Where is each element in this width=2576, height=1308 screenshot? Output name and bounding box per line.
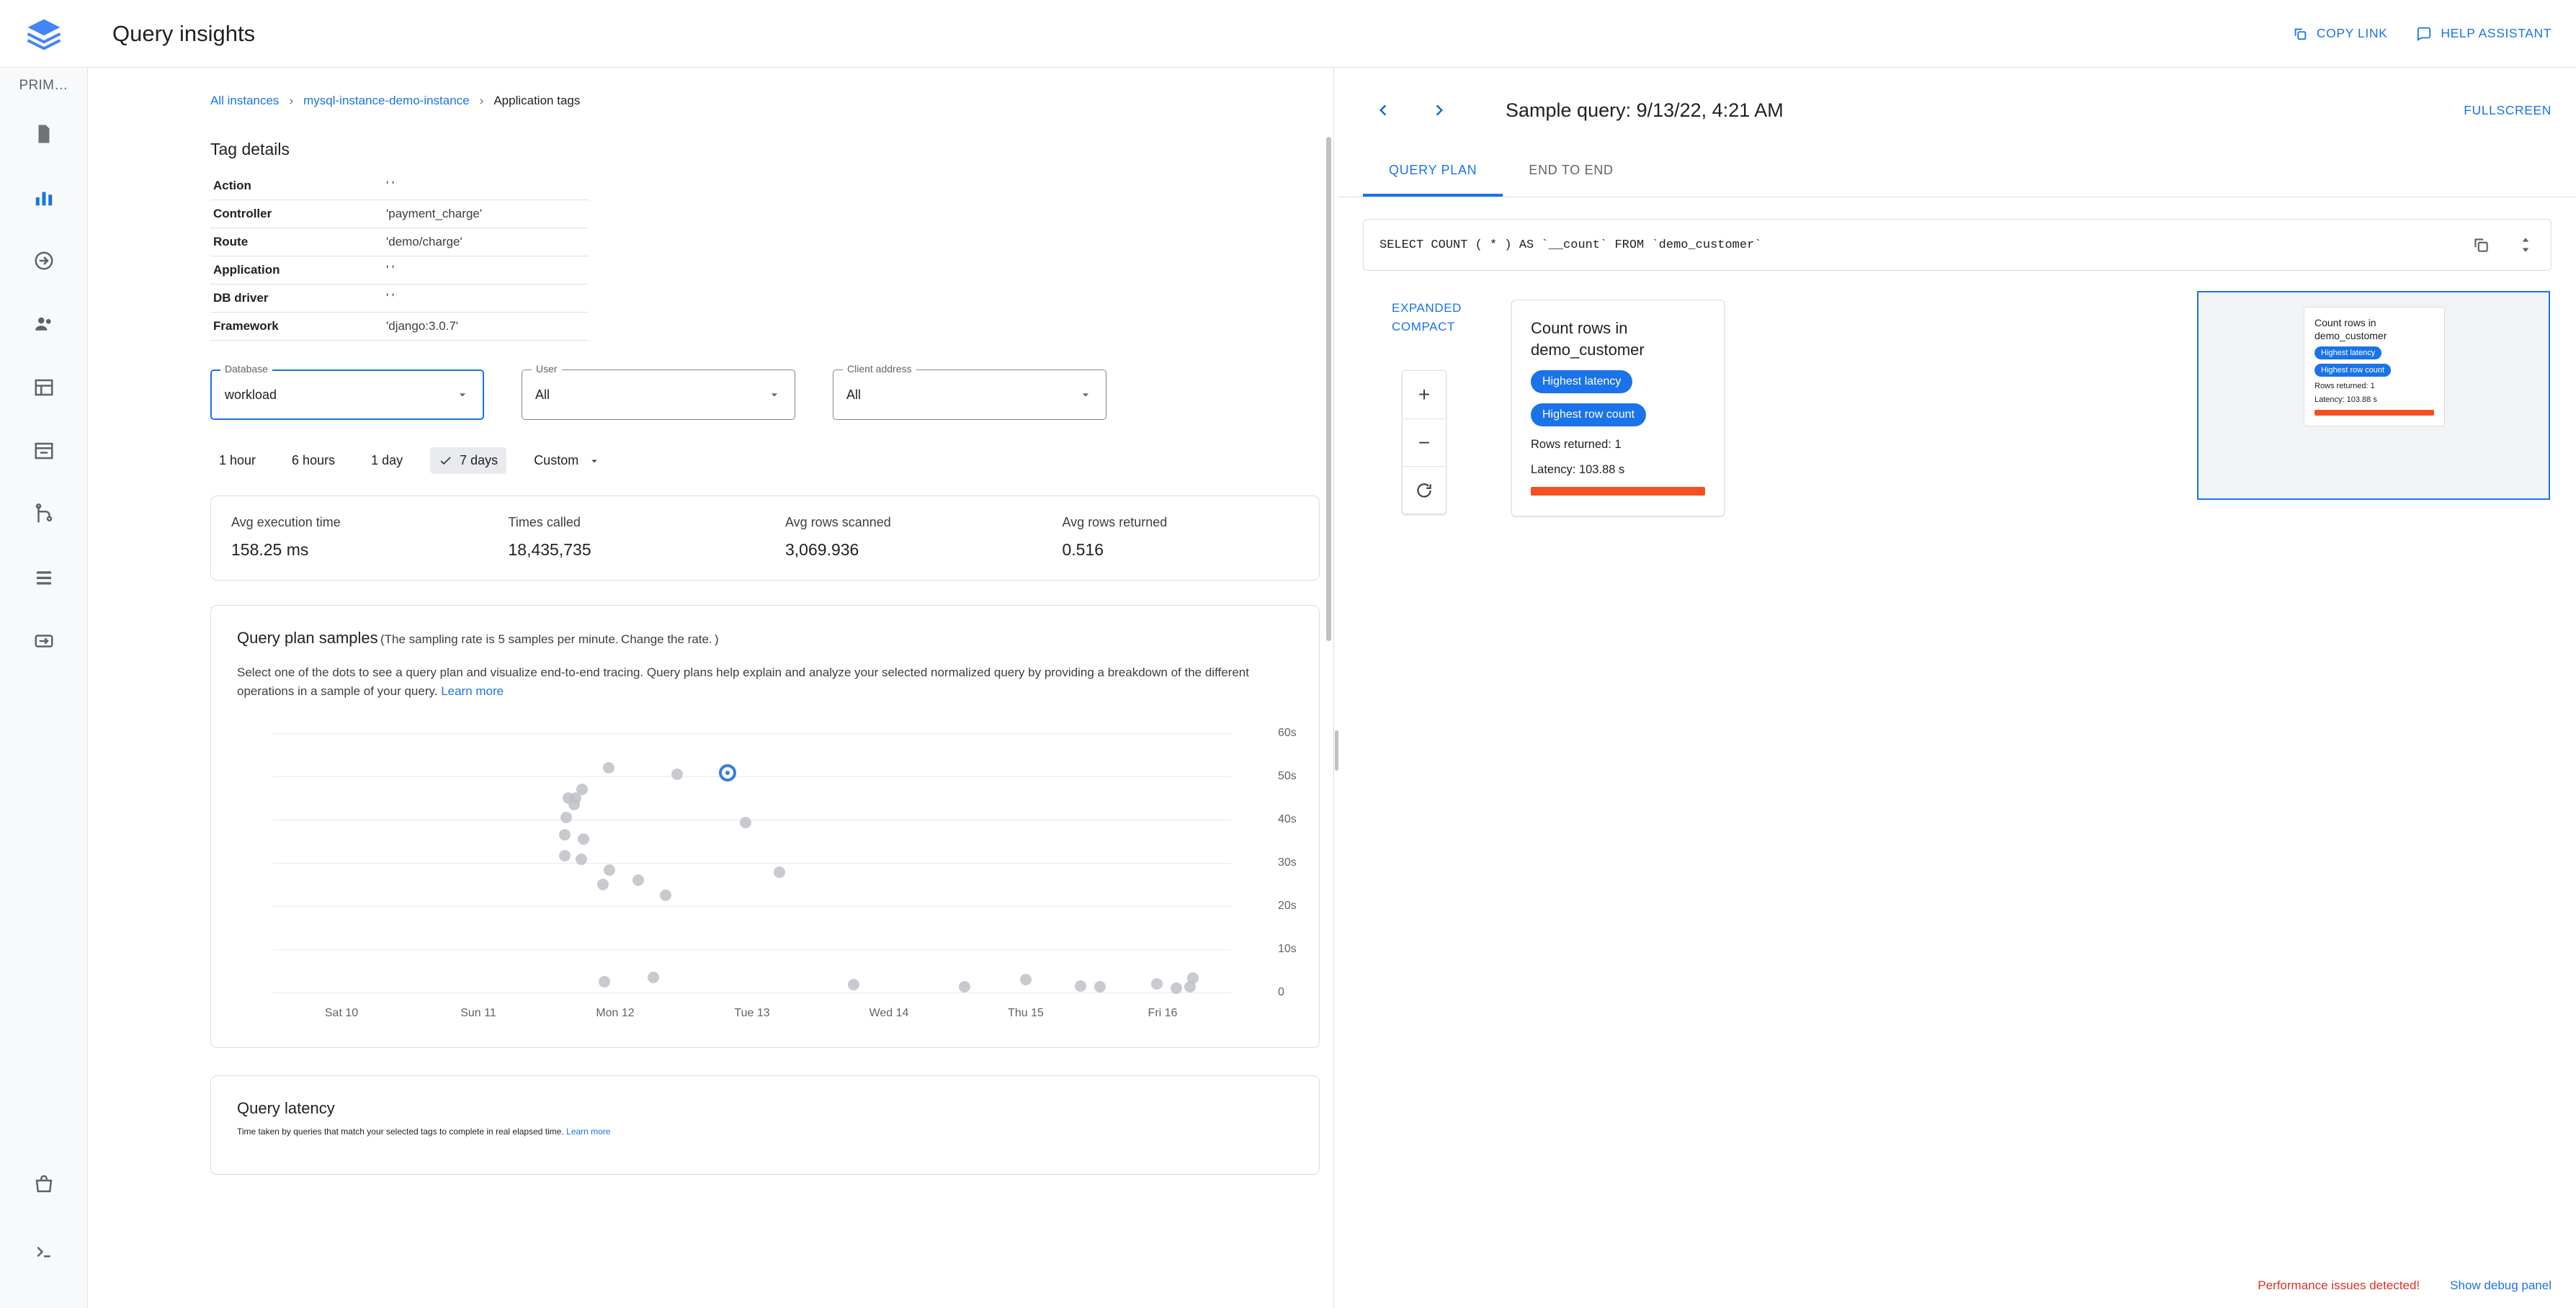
client-address-select[interactable] — [833, 369, 1106, 420]
tag-key: Application — [210, 256, 383, 285]
help-assistant-label: HELP ASSISTANT — [2441, 26, 2552, 40]
chart-point[interactable] — [599, 976, 610, 987]
status-bar — [1338, 1263, 2576, 1308]
table-row — [210, 200, 589, 228]
query-latency-card — [210, 1075, 1320, 1175]
breadcrumb-separator: › — [479, 94, 484, 107]
tab-end-to-end[interactable]: END TO END — [1529, 163, 1614, 177]
breadcrumb — [88, 68, 1333, 108]
breadcrumb-instance[interactable]: mysql-instance-demo-instance — [303, 94, 470, 107]
breadcrumb-separator: › — [289, 94, 294, 107]
chart-x-tick-label: Fri 16 — [1148, 1006, 1178, 1019]
product-logo[interactable] — [0, 0, 88, 68]
client-address-label: Client address — [843, 363, 916, 375]
filters-row — [210, 363, 1305, 420]
sidebar-item-marketplace[interactable] — [17, 1157, 71, 1211]
chart-point[interactable] — [959, 981, 970, 993]
database-value: workload — [225, 387, 277, 402]
change-rate-link[interactable]: Change the rate. — [621, 632, 712, 646]
zoom-in-button[interactable]: + — [1418, 383, 1431, 406]
query-plan-samples-description — [237, 663, 1282, 702]
minimap-latency-bar — [2315, 410, 2434, 416]
branch-icon — [33, 503, 55, 525]
chart-x-tick-label: Thu 15 — [1008, 1006, 1044, 1019]
chart-point[interactable] — [560, 812, 572, 823]
metric-avg-execution-time — [211, 496, 488, 580]
tag-value: 'payment_charge' — [383, 200, 589, 228]
query-plan-canvas[interactable] — [1363, 291, 2552, 1308]
users-icon — [33, 313, 55, 335]
sidebar-item-migrations[interactable] — [17, 614, 71, 668]
chart-point[interactable] — [1151, 978, 1163, 990]
sql-statement-bar — [1363, 219, 2552, 271]
bag-icon — [33, 1173, 55, 1195]
sidebar-item-backups[interactable] — [17, 424, 71, 478]
badge-highest-latency: Highest latency — [1531, 370, 1632, 393]
check-icon — [439, 454, 452, 467]
sampling-rate-prefix: (The sampling rate is 5 samples per minute. — [380, 632, 619, 646]
zoom-reset-button[interactable] — [1403, 466, 1446, 514]
sidebar-item-overview[interactable] — [17, 107, 71, 161]
rail-item-list — [0, 107, 87, 668]
tag-details-table — [210, 172, 589, 341]
tag-value: ' ' — [383, 256, 589, 285]
copy-link-label: COPY LINK — [2316, 26, 2388, 40]
chart-icon — [33, 187, 55, 208]
sql-actions — [2472, 236, 2535, 254]
chat-bubble-icon — [2416, 26, 2432, 42]
sidebar-item-insights[interactable] — [17, 170, 71, 225]
chevron-down-icon — [1078, 388, 1093, 402]
chevron-down-icon — [588, 454, 601, 467]
grid-icon — [33, 377, 55, 398]
chart-y-tick-label: 40s — [1278, 812, 1297, 825]
chevron-down-icon — [455, 388, 470, 402]
tag-value: ' ' — [383, 172, 589, 200]
learn-more-link[interactable]: Learn more — [441, 684, 504, 699]
chart-point[interactable] — [1184, 981, 1196, 993]
minimap-rows-returned: Rows returned: 1 — [2315, 382, 2375, 391]
sidebar-item-replicas[interactable] — [17, 487, 71, 542]
chart-point[interactable] — [568, 799, 580, 810]
query-latency-title: Query latency — [237, 1098, 335, 1117]
fullscreen-button[interactable]: FULLSCREEN — [2464, 102, 2552, 117]
user-label: User — [532, 363, 562, 375]
chart-point[interactable] — [648, 972, 659, 983]
time-range-selector — [210, 447, 1305, 474]
chart-y-tick-label: 50s — [1278, 769, 1297, 782]
chart-point[interactable] — [740, 817, 751, 828]
chart-point[interactable] — [1075, 980, 1086, 992]
table-row — [210, 256, 589, 285]
plan-node-badges — [1531, 360, 1705, 426]
query-latency-description — [237, 1126, 1293, 1137]
chart-point-selected[interactable] — [719, 764, 736, 781]
view-mode-toggle — [1392, 301, 1462, 334]
plan-node-name: Count rows in demo_customer — [1531, 319, 1645, 359]
sidebar-item-operations[interactable] — [17, 550, 71, 605]
zoom-controls — [1402, 370, 1446, 514]
top-bar — [88, 0, 2576, 68]
chart-x-tick-label: Sat 10 — [324, 1006, 359, 1019]
metric-times-called — [488, 496, 766, 580]
chart-plot-area[interactable] — [273, 726, 1297, 1019]
page-title: Query insights — [112, 20, 256, 46]
show-debug-panel-button[interactable]: Show debug panel — [2450, 1278, 2552, 1292]
metric-label: Avg rows scanned — [785, 515, 891, 529]
left-pane-scrollbar[interactable] — [1326, 137, 1331, 641]
query-plan-samples-chart[interactable] — [237, 726, 1297, 1029]
rail-bottom — [0, 1157, 87, 1308]
time-range-custom-label: Custom — [534, 453, 579, 467]
sampling-rate-suffix: ) — [715, 632, 719, 646]
chart-y-tick-label: 20s — [1278, 899, 1297, 912]
body-split — [88, 68, 2576, 1308]
query-plan-samples-title: Query plan samples — [237, 629, 378, 647]
top-bar-actions — [2292, 26, 2552, 42]
right-pane — [1338, 68, 2576, 1308]
next-sample-button[interactable] — [1419, 90, 1459, 130]
minimap-node — [2304, 307, 2445, 426]
breadcrumb-all-instances[interactable]: All instances — [210, 94, 279, 107]
metric-label: Avg execution time — [231, 515, 341, 529]
chart-point[interactable] — [604, 864, 615, 876]
tag-key: Route — [210, 228, 383, 256]
time-range-custom[interactable] — [525, 447, 609, 474]
sample-query-title: Sample query: 9/13/22, 4:21 AM — [1506, 99, 1784, 121]
chart-point[interactable] — [671, 769, 683, 780]
table-row — [210, 228, 589, 256]
expand-collapse-icon[interactable] — [2516, 236, 2535, 254]
chart-gridline — [273, 906, 1231, 907]
chart-gridline — [273, 776, 1231, 777]
badge-highest-row-count: Highest row count — [1531, 403, 1646, 426]
query-plan-samples-card — [210, 605, 1320, 1048]
tag-value: ' ' — [383, 285, 589, 313]
tag-key: Controller — [210, 200, 383, 228]
minimap-node-name: Count rows in demo_customer — [2315, 317, 2387, 342]
metric-value: 0.516 — [1062, 540, 1104, 559]
tag-key: DB driver — [210, 285, 383, 313]
left-nav-rail — [0, 0, 88, 1308]
copy-icon[interactable] — [2472, 236, 2490, 254]
user-filter — [522, 363, 795, 420]
chart-x-tick-label: Mon 12 — [596, 1006, 635, 1019]
database-select[interactable] — [210, 369, 484, 420]
metric-value: 158.25 ms — [231, 540, 309, 559]
minimap-badge-latency: Highest latency — [2315, 346, 2382, 359]
copy-link-icon — [2292, 26, 2308, 42]
time-range-6-hours[interactable]: 6 hours — [292, 453, 336, 467]
description-line-1: Select one of the dots to see a query plan and visualize end-to-end tracing. Query plans help explain and analyze your selected — [237, 666, 928, 679]
chart-gridline — [273, 733, 1231, 734]
left-content — [88, 140, 1333, 1175]
metric-avg-rows-returned — [1042, 496, 1320, 580]
cloud-shell-button[interactable] — [17, 1224, 71, 1279]
tab-query-plan[interactable]: QUERY PLAN — [1363, 144, 1503, 197]
chart-gridline — [273, 863, 1231, 864]
metrics-summary — [210, 496, 1320, 581]
sql-statement: SELECT COUNT ( * ) AS `__count` FROM `demo_customer` — [1379, 238, 1762, 252]
minimap-badge-rows: Highest row count — [2315, 364, 2391, 377]
migrate-icon — [33, 630, 55, 652]
minimap-badges — [2315, 342, 2434, 377]
plan-minimap[interactable] — [2197, 291, 2550, 500]
document-icon — [33, 123, 55, 145]
client-address-filter — [833, 363, 1106, 420]
tag-key: Action — [210, 172, 383, 200]
chart-y-tick-label: 10s — [1278, 942, 1297, 955]
chart-x-tick-label: Tue 13 — [734, 1006, 770, 1019]
view-mode-compact[interactable]: COMPACT — [1392, 320, 1455, 333]
backup-icon — [33, 440, 55, 462]
user-select[interactable] — [522, 369, 795, 420]
metric-value: 3,069.936 — [785, 540, 859, 559]
chart-point[interactable] — [848, 979, 859, 990]
plan-node-latency: Latency: 103.88 s — [1531, 463, 1625, 477]
chart-point[interactable] — [1094, 981, 1106, 993]
table-row — [210, 285, 589, 313]
sidebar-item-users[interactable] — [17, 297, 71, 351]
query-latency-learn-more[interactable]: Learn more — [566, 1126, 611, 1137]
left-pane-scroll — [88, 68, 1333, 1308]
tag-value: 'django:3.0.7' — [383, 313, 589, 341]
chart-point[interactable] — [559, 829, 571, 841]
terminal-icon — [33, 1241, 55, 1263]
metric-label: Times called — [508, 515, 581, 529]
time-range-7-days[interactable] — [430, 447, 506, 474]
chart-point[interactable] — [603, 762, 614, 774]
right-pane-tabs — [1338, 144, 2576, 197]
description-line-2: normalized query by providing a breakdown of the different operations in a sample of your query. — [237, 666, 1249, 699]
chart-y-tick-label: 30s — [1278, 856, 1297, 869]
chart-x-tick-label: Wed 14 — [869, 1006, 909, 1019]
main-area — [88, 0, 2576, 1308]
time-range-1-day[interactable]: 1 day — [371, 453, 403, 467]
metric-avg-rows-scanned — [765, 496, 1042, 580]
sql-logo-icon — [24, 14, 63, 53]
chevron-down-icon — [767, 388, 782, 402]
chart-gridline — [273, 949, 1231, 950]
table-row — [210, 172, 589, 200]
sample-query-header — [1338, 84, 2576, 137]
left-pane — [88, 68, 1334, 1308]
chart-point[interactable] — [774, 866, 785, 878]
performance-issues-status: Performance issues detected! — [2258, 1278, 2420, 1292]
metric-label: Avg rows returned — [1062, 515, 1168, 529]
chart-x-tick-label: Sun 11 — [460, 1006, 496, 1019]
chart-point[interactable] — [559, 850, 571, 861]
tag-key: Framework — [210, 313, 383, 341]
sidebar-item-connections[interactable] — [17, 233, 71, 288]
metric-value: 18,435,735 — [508, 540, 591, 559]
arrow-into-circle-icon — [33, 250, 55, 272]
view-mode-expanded[interactable]: EXPANDED — [1392, 301, 1462, 315]
previous-sample-button[interactable] — [1363, 90, 1403, 130]
zoom-out-button[interactable]: − — [1403, 418, 1446, 466]
copy-link-button[interactable] — [2292, 26, 2387, 42]
query-latency-text: Time taken by queries that match your selected tags to complete in real elapsed time. — [237, 1126, 564, 1137]
chart-point[interactable] — [597, 879, 609, 890]
chart-point[interactable] — [1171, 982, 1182, 994]
table-row — [210, 313, 589, 341]
sidebar-item-databases[interactable] — [17, 360, 71, 415]
minimap-latency: Latency: 103.88 s — [2315, 395, 2377, 405]
plan-node-latency-bar — [1531, 487, 1705, 496]
database-label: Database — [220, 363, 272, 375]
time-range-7-days-label: 7 days — [460, 453, 498, 467]
chart-y-tick-label: 0 — [1278, 985, 1284, 998]
tag-details-title: Tag details — [210, 140, 290, 158]
project-label: PRIM… — [19, 78, 68, 93]
chart-point[interactable] — [660, 890, 671, 901]
help-assistant-button[interactable] — [2416, 26, 2552, 42]
plan-node-count-rows[interactable] — [1511, 300, 1725, 516]
chart-point[interactable] — [578, 833, 589, 845]
time-range-1-hour[interactable]: 1 hour — [219, 453, 256, 467]
chart-point[interactable] — [576, 854, 587, 865]
client-address-value: All — [846, 387, 862, 402]
breadcrumb-current: Application tags — [493, 94, 581, 107]
database-filter — [210, 363, 484, 420]
plan-node-rows-returned: Rows returned: 1 — [1531, 438, 1622, 452]
tag-value: 'demo/charge' — [383, 228, 589, 256]
user-value: All — [535, 387, 550, 402]
chart-y-tick-label: 60s — [1278, 726, 1297, 739]
chart-point[interactable] — [632, 874, 644, 886]
list-icon — [33, 567, 55, 588]
chart-point[interactable] — [1020, 974, 1032, 985]
